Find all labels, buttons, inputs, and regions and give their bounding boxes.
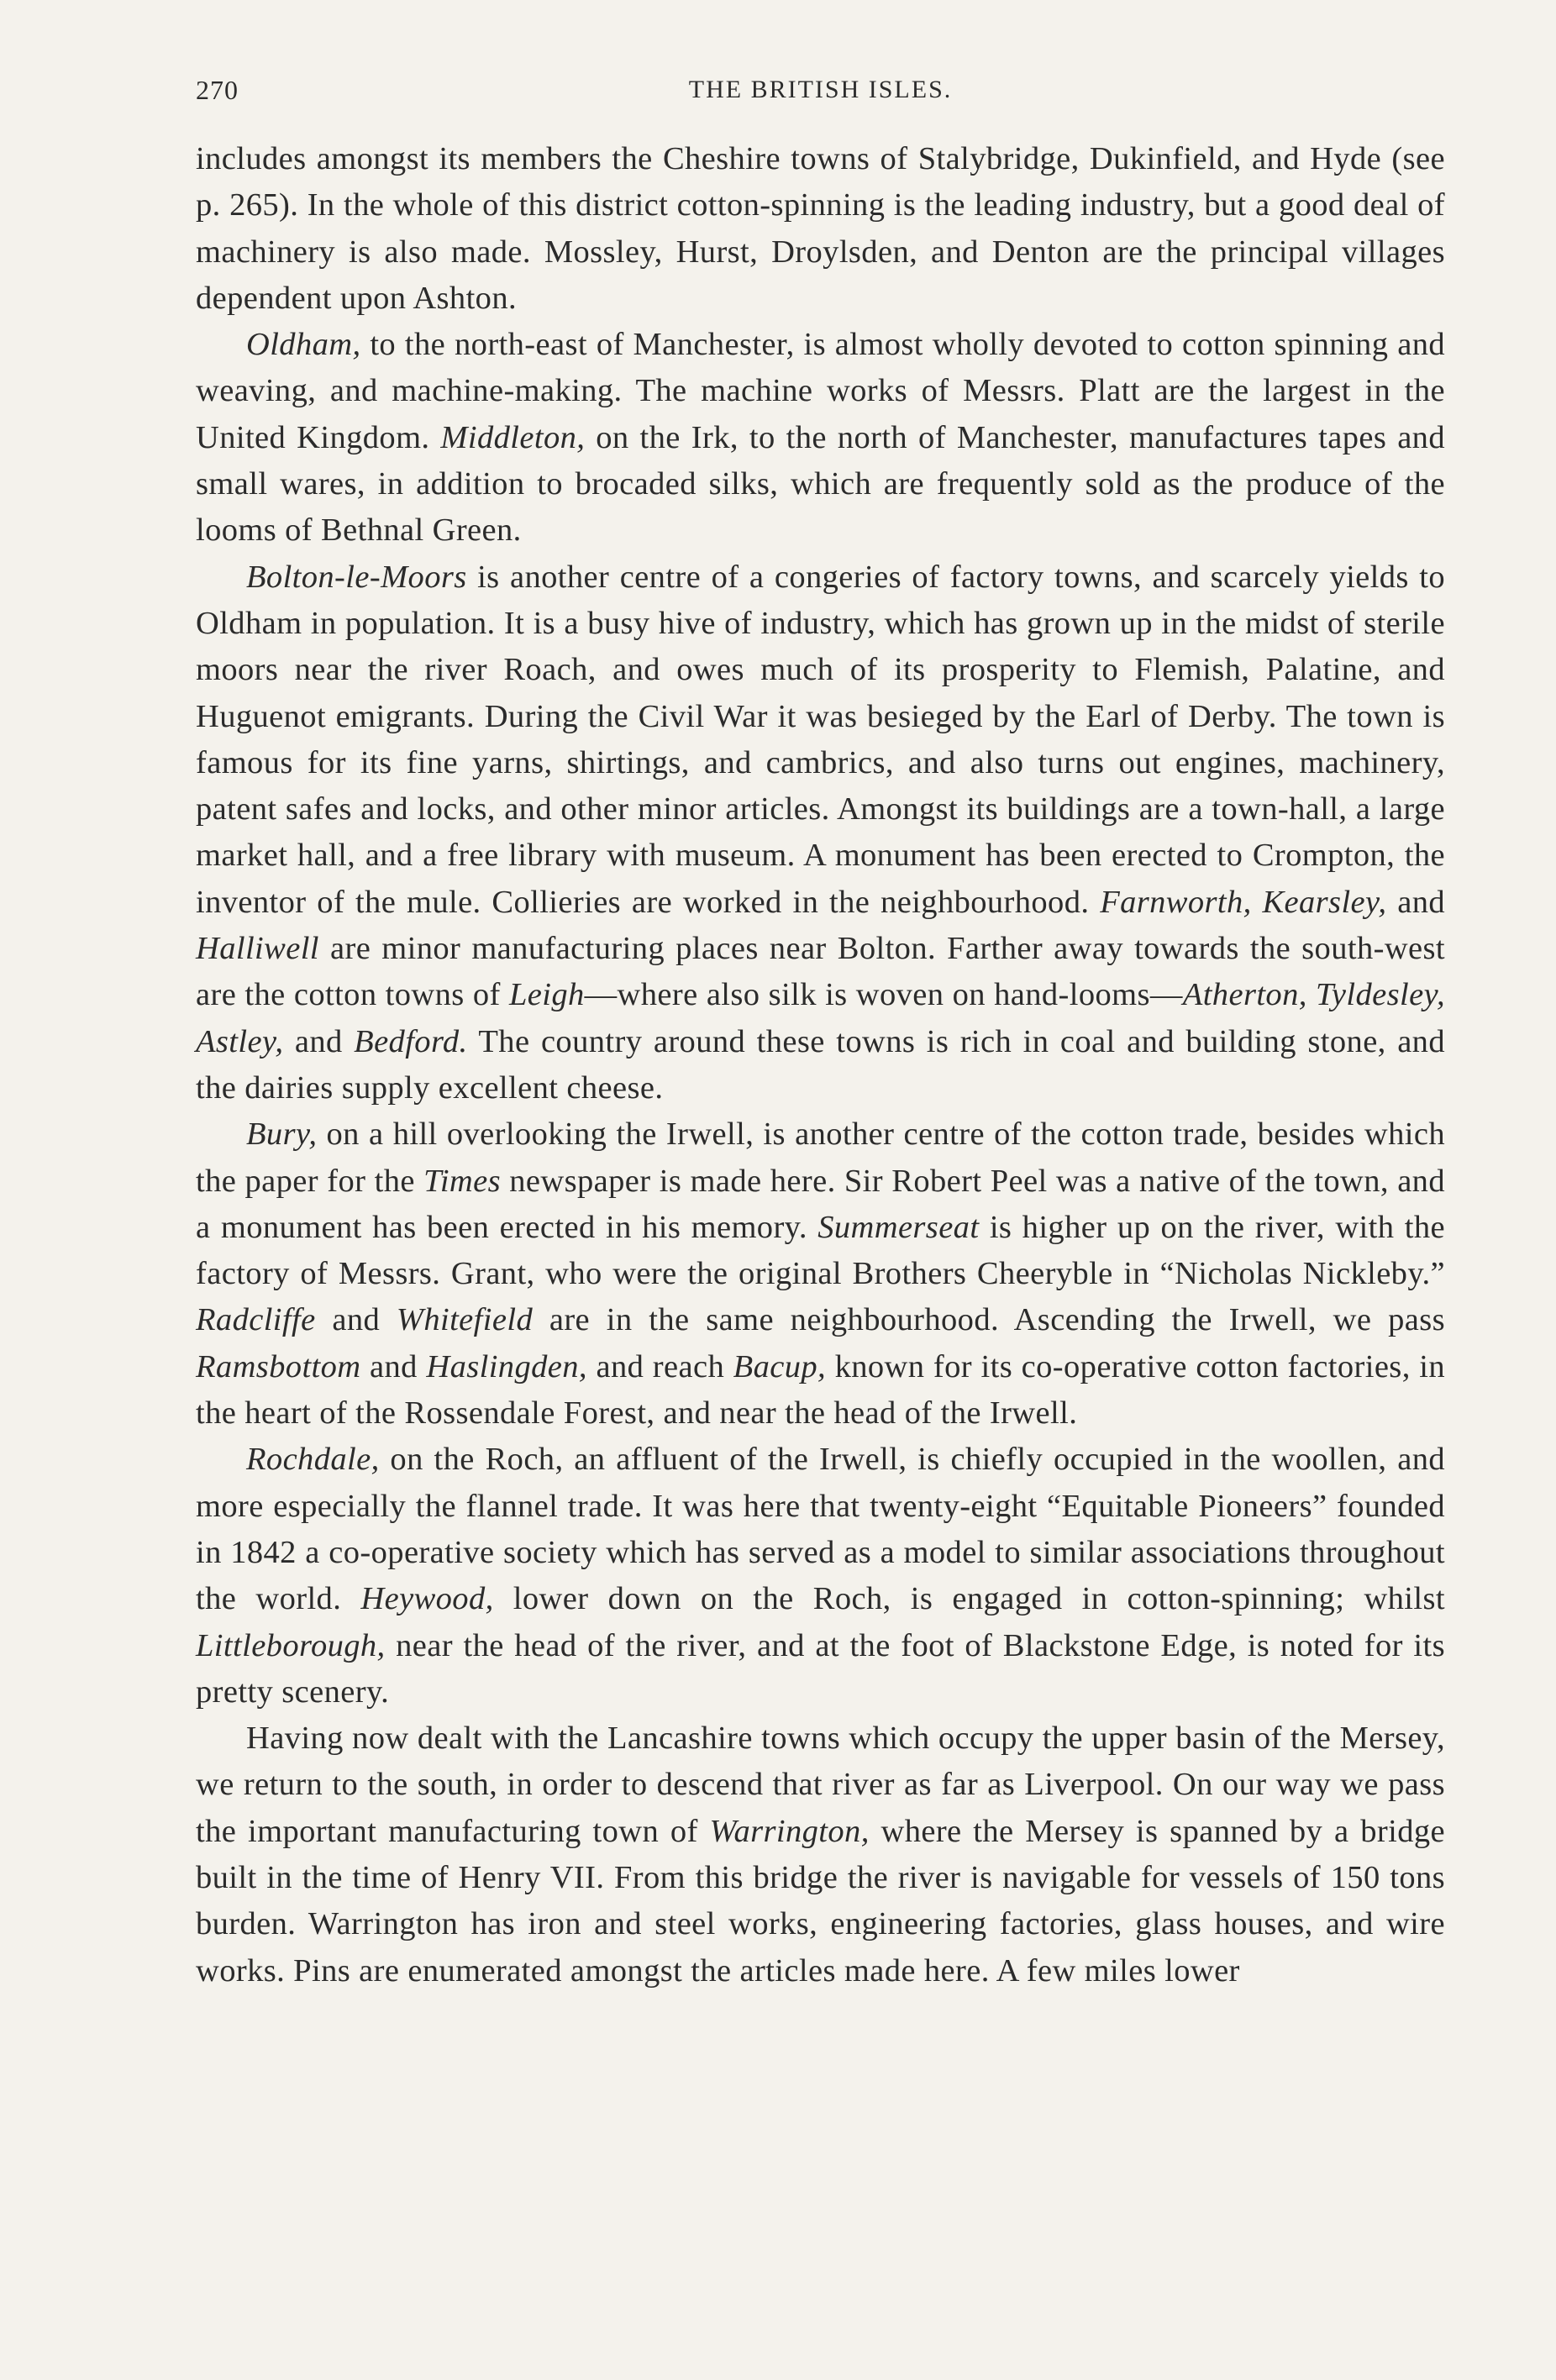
italic-place-name: Rochdale, (246, 1442, 380, 1478)
text-run: known for its co-operative cotton factories, in the heart of the Rossendale Forest, and near the head of the Irwell. (196, 1348, 1445, 1432)
text-run: and reach (586, 1348, 733, 1384)
text-run: Having now dealt with the Lancashire towns which occupy the upper basin of the Mersey, we return to the south, in order to descend that river as far as Liverpool. On our way we pass the important manufacturing town of (196, 1721, 1445, 1849)
italic-place-name: Radcliffe (196, 1302, 316, 1338)
text-run: is another centre of a congeries of factory towns, and scarcely yields to Oldham in population. It is a busy hive of industry, which has grown up in the midst of sterile moors near the river Roach, and owes much of its prosperity to Flemish, Palatine, and Huguenot emigrants. During the Civil War it was besieged by the Earl of Derby. The town is famous for its fine yarns, shirtings, and cambrics, and also turns out engines, machinery, patent safes and locks, and other minor articles. Amongst its buildings are a town-hall, a large market hall, and a free library with museum. A monument has been erected to Crompton, the inventor of the mule. Collieries are worked in the neighbourhood. (196, 559, 1445, 920)
paragraph (196, 1111, 1445, 1437)
paragraph (196, 322, 1445, 554)
text-run: newspaper is made here. Sir Robert Peel was a native of the town, and a monument has been erected in his memory. (196, 1163, 1445, 1245)
italic-place-name: Bacup, (733, 1348, 827, 1384)
body-text (196, 136, 1445, 1994)
page-number: 270 (196, 75, 239, 105)
text-run: are in the same neighbourhood. Ascending the Irwell, we pass (533, 1302, 1445, 1338)
text-run: The country around these towns is rich in coal and building stone, and the dairies supply excellent cheese. (196, 1023, 1445, 1106)
text-run: and (283, 1023, 355, 1059)
text-run: near the head of the river, and at the foot of Blackstone Edge, is noted for its pretty scenery. (196, 1627, 1445, 1710)
italic-place-name: Farnworth, Kearsley, (1100, 884, 1387, 920)
italic-place-name: Bolton-le-Moors (246, 559, 467, 595)
running-title: THE BRITISH ISLES. (688, 76, 953, 103)
text-run: where the Mersey is spanned by a bridge built in the time of Henry VII. From this bridge the river is navigable for vessels of 150 tons burden. Warrington has iron and steel works, engineering factories, glass houses, and wire works. Pins are enumerated amongst the articles made here. A few miles lower (196, 1813, 1445, 1989)
text-run: on a hill overlooking the Irwell, is another centre of the cotton trade, besides which the paper for the (196, 1116, 1445, 1199)
italic-place-name: Oldham, (246, 327, 361, 363)
italic-place-name: Bedford. (354, 1023, 468, 1059)
italic-place-name: Times (423, 1163, 501, 1199)
text-run: —where also silk is woven on hand-looms— (584, 977, 1183, 1013)
text-run: is higher up on the river, with the factory of Messrs. Grant, who were the original Brothers Cheeryble in “Nicholas Nickleby.” (196, 1209, 1445, 1292)
paragraph (196, 136, 1445, 322)
italic-place-name: Heywood, (360, 1581, 494, 1617)
italic-place-name: Littleborough, (196, 1627, 386, 1663)
text-run: on the Irk, to the north of Manchester, manufactures tapes and small wares, in addition to brocaded silks, which are frequently sold as the produce of the looms of Bethnal Green. (196, 419, 1445, 549)
paragraph (196, 1437, 1445, 1715)
italic-place-name: Warrington, (709, 1813, 870, 1849)
text-run: on the Roch, an affluent of the Irwell, is chiefly occupied in the woollen, and more especially the flannel trade. It was here that twenty-eight “Equitable Pioneers” founded in 1842 a co-operative society which has served as a model to similar associations throughout the world. (196, 1442, 1445, 1617)
italic-place-name: Leigh (508, 977, 585, 1013)
paragraph (196, 554, 1445, 1112)
running-head (196, 69, 1445, 111)
text-run: and (315, 1302, 397, 1338)
text-run: includes amongst its members the Cheshire towns of Stalybridge, Dukinfield, and Hyde (see p. 265). In the whole of this district cotton-spinning is the leading industry, but a good deal of machinery is also made. Mossley, Hurst, Droylsden, and Denton are the principal villages dependent upon Ashton. (196, 141, 1445, 316)
italic-place-name: Haslingden, (426, 1348, 587, 1384)
text-run: and (1386, 884, 1445, 920)
italic-place-name: Ramsbottom (196, 1348, 361, 1384)
italic-place-name: Halliwell (196, 931, 319, 967)
text-run: lower down on the Roch, is engaged in cotton-spinning; whilst (493, 1581, 1445, 1617)
italic-place-name: Summerseat (817, 1209, 980, 1245)
text-run: to the north-east of Manchester, is almost wholly devoted to cotton spinning and weaving, and machine-making. The machine works of Messrs. Platt are the largest in the United Kingdom. (196, 327, 1445, 455)
text-run: and (360, 1348, 427, 1384)
italic-place-name: Whitefield (396, 1302, 534, 1338)
italic-place-name: Middleton, (440, 419, 586, 455)
italic-place-name: Atherton, Tyldesley, Astley, (196, 977, 1445, 1059)
paragraph (196, 1715, 1445, 1994)
text-run: are minor manufacturing places near Bolton. Farther away towards the south-west are the cotton towns of (196, 931, 1445, 1013)
italic-place-name: Bury, (246, 1116, 318, 1153)
